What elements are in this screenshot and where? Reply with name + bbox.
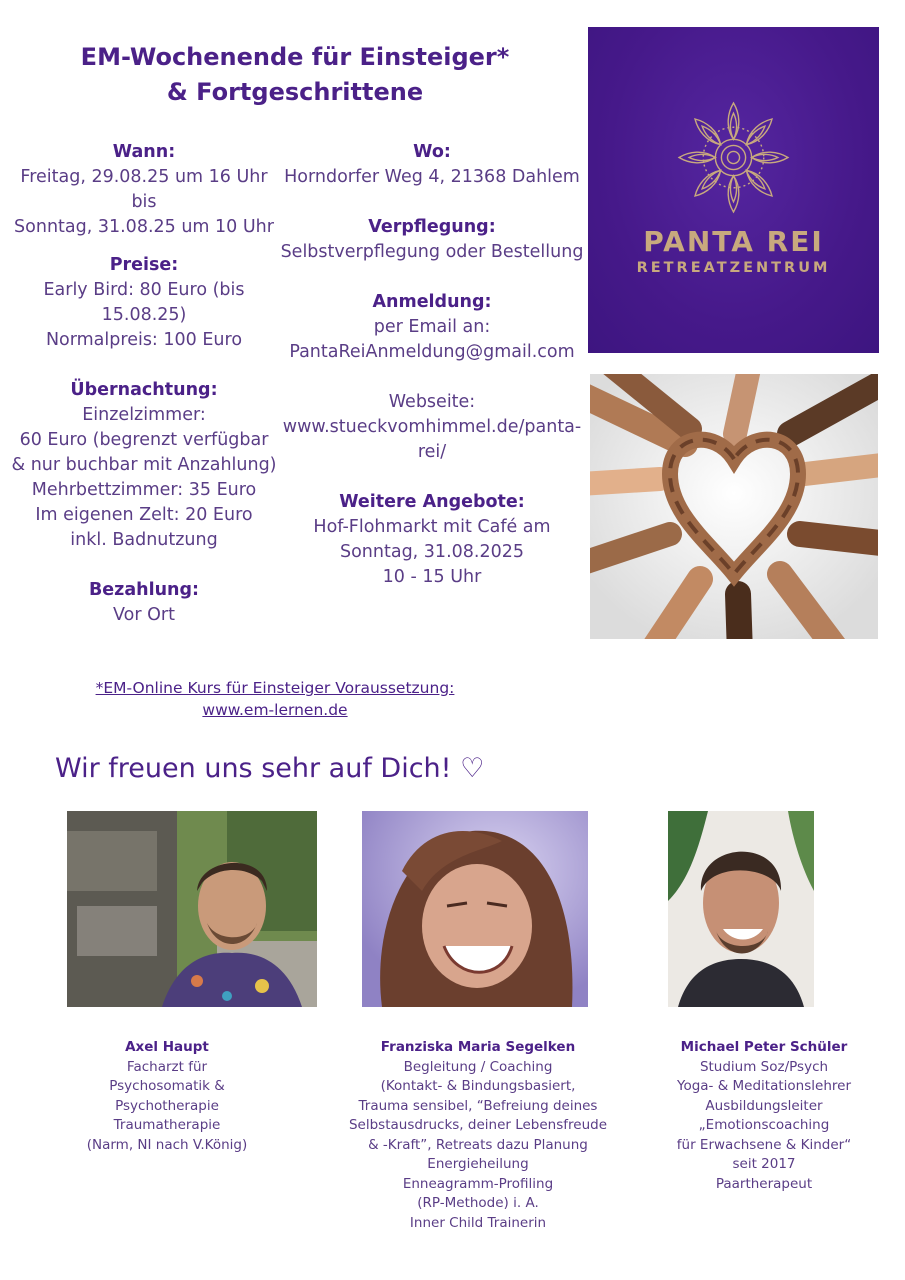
- website-link[interactable]: rei/: [417, 442, 447, 462]
- more-line: Sonntag, 31.08.2025: [339, 542, 524, 562]
- title-line-1: EM-Wochenende für Einsteiger*: [80, 43, 510, 71]
- signup-line: per Email an:: [373, 317, 491, 337]
- bio-franziska-segelken: [330, 1038, 626, 1233]
- logo-subtitle: RETREATZENTRUM: [636, 260, 831, 276]
- when-heading: Wann:: [112, 142, 176, 162]
- bio-line: „Emotionscoaching: [698, 1117, 830, 1133]
- payment-heading: Bezahlung:: [88, 580, 200, 600]
- bio-line: Paartherapeut: [715, 1175, 813, 1192]
- bio-line: Yoga- & Meditationslehrer: [677, 1078, 851, 1094]
- bio-line: Psychotherapie: [115, 1097, 219, 1114]
- bio-line: Energieheilung: [427, 1156, 529, 1172]
- when-line: Freitag, 29.08.25 um 16 Uhr: [20, 167, 268, 187]
- mandala-icon: [673, 97, 794, 218]
- stay-line: Einzelzimmer:: [82, 405, 206, 425]
- note-link[interactable]: www.em-lernen.de: [202, 701, 348, 719]
- where-line: Horndorfer Weg 4, 21368 Dahlem: [284, 167, 580, 187]
- when-line: Sonntag, 31.08.25 um 10 Uhr: [14, 217, 274, 237]
- stay-line: Mehrbettzimmer: 35 Euro: [31, 480, 257, 500]
- food-line: Selbstverpflegung oder Bestellung: [280, 242, 584, 262]
- prices-line: 15.08.25): [101, 305, 187, 325]
- info-column-middle: [272, 140, 592, 590]
- payment-line: Vor Ort: [113, 605, 175, 625]
- bio-line: (Narm, NI nach V.König): [86, 1136, 248, 1153]
- team-member-name: Michael Peter Schüler: [680, 1039, 848, 1055]
- team-member-name: Axel Haupt: [125, 1039, 209, 1055]
- bio-line: Selbstausdrucks, deiner Lebensfreude: [348, 1117, 608, 1133]
- photo-axel-haupt: [67, 811, 317, 1007]
- portrait-image: [362, 811, 588, 1007]
- panta-rei-logo: [588, 27, 879, 353]
- bio-line: (RP-Methode) i. A.: [417, 1195, 539, 1211]
- prerequisite-note[interactable]: [60, 677, 490, 721]
- portrait-image: [67, 811, 317, 1007]
- bio-line: Ausbildungsleiter: [705, 1097, 823, 1114]
- more-line: Hof-Flohmarkt mit Café am: [313, 517, 551, 537]
- where-heading: Wo:: [413, 142, 451, 162]
- logo-name: PANTA REI: [643, 225, 824, 258]
- info-column-left: [10, 140, 278, 628]
- bio-line: Inner Child Trainerin: [409, 1214, 547, 1231]
- prices-line: Normalpreis: 100 Euro: [45, 330, 243, 350]
- greeting: Wir freuen uns sehr auf Dich! ♡: [55, 753, 485, 784]
- more-line: 10 - 15 Uhr: [382, 567, 482, 587]
- note-line[interactable]: *EM-Online Kurs für Einsteiger Voraussetzung:: [95, 679, 455, 697]
- portrait-image: [668, 811, 814, 1007]
- bio-line: & -Kraft”, Retreats dazu Planung: [368, 1136, 588, 1153]
- bio-line: Studium Soz/Psych: [699, 1058, 829, 1075]
- team-member-name: Franziska Maria Segelken: [380, 1039, 576, 1055]
- stay-line: inkl. Badnutzung: [70, 530, 218, 550]
- website-line: Webseite:: [388, 392, 476, 412]
- bio-axel-haupt: [57, 1038, 277, 1155]
- bio-line: Begleitung / Coaching: [403, 1058, 553, 1075]
- signup-email[interactable]: PantaReiAnmeldung@gmail.com: [289, 342, 575, 362]
- bio-line: Traumatherapie: [113, 1117, 221, 1133]
- stay-line: 60 Euro (begrenzt verfügbar: [19, 430, 269, 450]
- bio-line: Facharzt für: [126, 1058, 208, 1075]
- when-line: bis: [131, 192, 157, 212]
- bio-michael-schueler: [640, 1038, 888, 1194]
- hands-heart-photo: [590, 374, 878, 639]
- photo-franziska-segelken: [362, 811, 588, 1007]
- bio-line: Psychosomatik &: [109, 1078, 225, 1094]
- bio-line: Enneagramm-Profiling: [402, 1175, 554, 1192]
- stay-heading: Übernachtung:: [70, 380, 218, 400]
- hands-heart-image: [590, 374, 878, 639]
- food-heading: Verpflegung:: [368, 217, 496, 237]
- stay-line: Im eigenen Zelt: 20 Euro: [35, 505, 253, 525]
- stay-line: & nur buchbar mit Anzahlung): [11, 455, 277, 475]
- bio-line: seit 2017: [732, 1156, 796, 1172]
- website-link[interactable]: www.stueckvomhimmel.de/panta-: [282, 417, 582, 437]
- prices-heading: Preise:: [109, 255, 179, 275]
- photo-michael-schueler: [668, 811, 814, 1007]
- bio-line: (Kontakt- & Bindungsbasiert,: [380, 1078, 576, 1094]
- signup-heading: Anmeldung:: [372, 292, 492, 312]
- bio-line: für Erwachsene & Kinder“: [676, 1136, 852, 1153]
- title-line-2: & Fortgeschrittene: [166, 78, 424, 106]
- page-title: [60, 40, 530, 110]
- more-heading: Weitere Angebote:: [339, 492, 525, 512]
- prices-line: Early Bird: 80 Euro (bis: [43, 280, 245, 300]
- bio-line: Trauma sensibel, “Befreiung deines: [358, 1097, 598, 1114]
